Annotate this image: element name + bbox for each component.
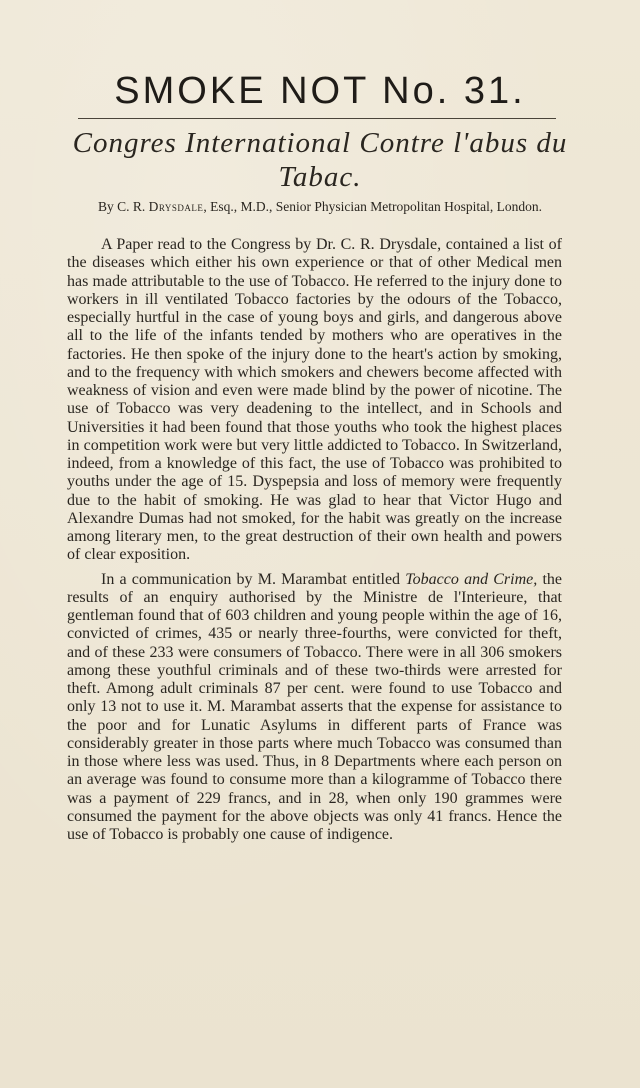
paragraph-2-rest: the results of an enquiry authorised by the Ministre de l'Interieure, that gentleman found that of 603 children and young people within the age of 16, convicted of crimes, 435 or nearly three-fourths, were convicted for theft, and of these 233 were consumers of Tobacco. There were in all 306 smokers among these youthful criminals and of these two-thirds were arrested for theft. Among adult criminals 87 per cent. were found to use Tobacco and only 13 not to use it. M. Marambat asserts that the expense for assistance to the poor and for Lunatic Asylums in different parts of France was considerably greater in those parts where much Tobacco was consumed than in those where less was used. Thus, in 8 Departments where each person on an average was found to consume more than a kilogramme of Tobacco there was a payment of 229 francs, and in 28, when only 190 grammes were consumed the payment for the above objects was only 41 francs. Hence the use of Tobacco is probably one cause of indigence. [67,570,563,843]
masthead-title: SMOKE NOT No. 31. [114,70,526,112]
masthead-rule [78,118,556,119]
paragraph-1: A Paper read to the Congress by Dr. C. R. Drysdale, contained a list of the diseases which either his own experience or that of other Medical men has made attributable to the use of Tobacco. He referred to the injury done to workers in ill ventilated Tobacco factories by the odours of the Tobacco, especially hurtful in the case of young boys and girls, and dangerous above all to the life of the infants tended by mothers who are operatives in the factories. He then spoke of the injury done to the heart's action by smoking, and to the frequency with which smokers and chewers become affected with weakness of vision and even were made blind by the power of nicotine. The use of Tobacco was very deadening to the intellect, and in Schools and Universities it had been found that those youths who took the highest places in competition work were but very little addicted to Tobacco. In Switzerland, indeed, from a knowledge of this fact, the use of Tobacco was prohibited to youths under the age of 15. Dyspepsia and loss of memory were frequently due to the habit of smoking. He was glad to hear that Victor Hugo and Alexandre Dumas had not smoked, for the habit was greatly on the increase among literary men, to the great destruction of their own health and powers of clear exposition. [67,236,562,564]
article-title: Congres International Contre l'abus du Tabac. [72,127,568,193]
byline-suffix: , Esq., M.D., Senior Physician Metropolitan Hospital, London. [203,199,542,214]
paragraph-2-lead: In a communication by M. Marambat entitled [101,570,406,588]
byline-author-name: Drysdale [148,199,204,214]
byline [62,199,578,215]
paragraph-2 [67,571,562,845]
byline-prefix: By C. R. [97,199,146,214]
paragraph-2-title-reference: Tobacco and Crime, [405,570,538,588]
article-body [67,236,562,844]
